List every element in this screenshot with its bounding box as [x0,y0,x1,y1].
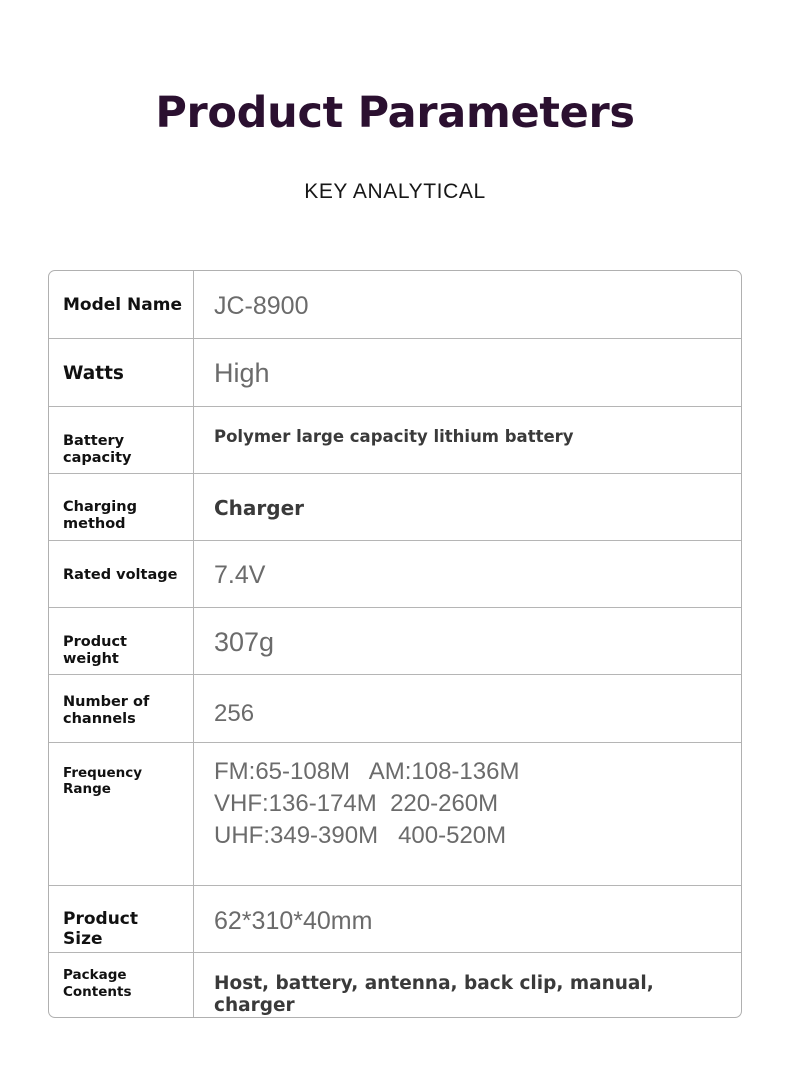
spec-label-package-contents: Package Contents [49,953,194,1017]
spec-value-frequency-range [194,743,741,885]
spec-label-charging-method: Charging method [49,474,194,540]
spec-value-watts: High [214,358,270,388]
spec-label-product-size: Product Size [49,886,194,952]
table-row [49,271,741,339]
table-row [49,608,741,675]
table-row [49,743,741,886]
table-row [49,953,741,1017]
spec-label-number-of-channels: Number of channels [49,675,194,742]
spec-label-battery-capacity: Battery capacity [49,407,194,473]
spec-value-battery-capacity: Polymer large capacity lithium battery [214,427,574,446]
spec-value-product-weight: 307g [214,627,275,657]
table-row [49,407,741,474]
spec-value-number-of-channels: 256 [214,700,255,727]
table-row [49,339,741,407]
table-row [49,675,741,743]
frequency-line: VHF:136-174M 220-260M [214,789,499,817]
page-title: Product Parameters [155,88,635,138]
spec-value-rated-voltage: 7.4V [214,561,266,589]
page-subtitle: KEY ANALYTICAL [304,180,486,203]
specification-table [48,270,742,1018]
spec-label-frequency-range: Frequency Range [49,743,194,885]
table-row [49,541,741,608]
table-row [49,474,741,541]
spec-value-model-name: JC-8900 [214,292,309,320]
spec-label-product-weight: Product weight [49,608,194,674]
spec-value-package-contents: Host, battery, antenna, back clip, manual, charger [214,973,654,1017]
frequency-line: UHF:349-390M 400-520M [214,821,507,849]
spec-label-model-name: Model Name [49,271,194,338]
frequency-line: FM:65-108M AM:108-136M [214,758,520,785]
spec-label-watts: Watts [49,339,194,406]
spec-value-charging-method: Charger [214,496,305,520]
table-row [49,886,741,953]
page-header [0,0,790,204]
spec-value-product-size: 62*310*40mm [214,907,373,935]
spec-label-rated-voltage: Rated voltage [49,541,194,607]
